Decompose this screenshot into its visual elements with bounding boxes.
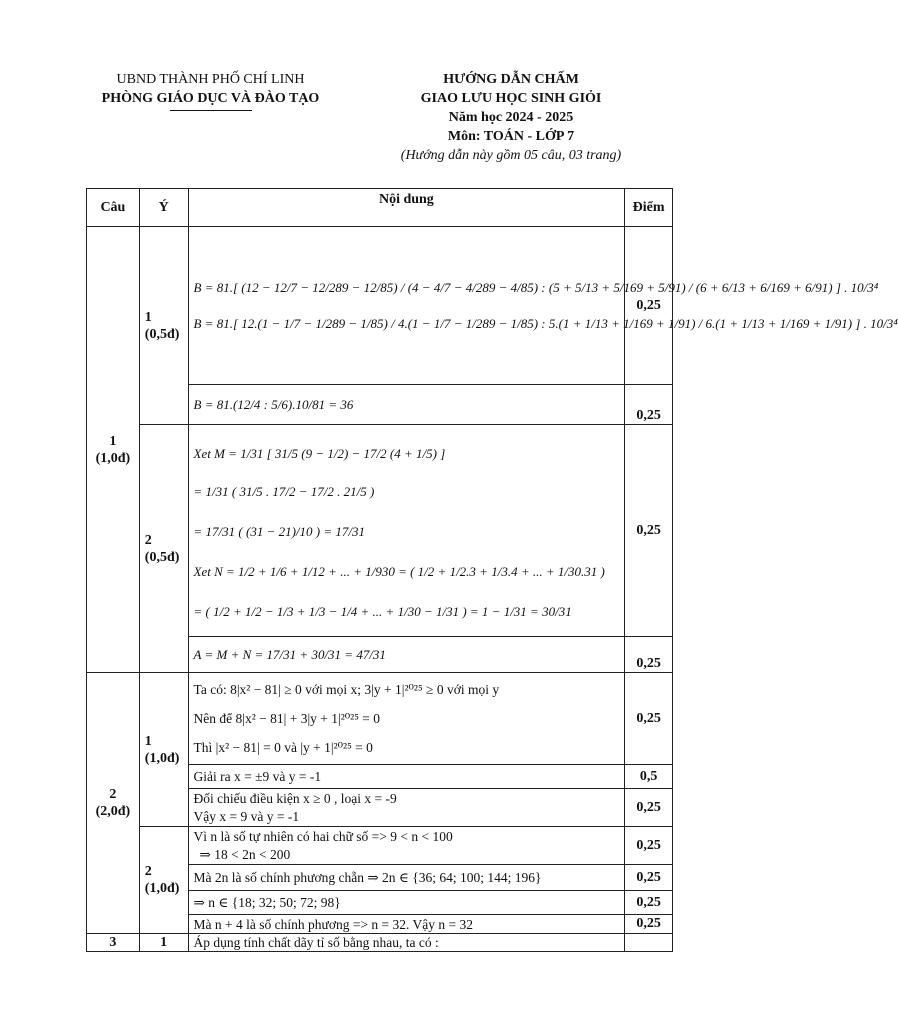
q1-part2-line1: Xet M = 1/31 [ 31/5 (9 − 1/2) − 17/2 (4 + 1/5) ] bbox=[193, 445, 446, 461]
q1-part2-line4: Xet N = 1/2 + 1/6 + 1/12 + ... + 1/930 = ( 1/2 + 1/2.3 + 1/3.4 + ... + 1/30.31 ) bbox=[193, 563, 605, 579]
q2-part2-squares bbox=[188, 865, 625, 891]
q3-part1-score bbox=[625, 934, 673, 952]
q2-part1-line5: Đối chiếu điều kiện x ≥ 0 , loại x = -9 bbox=[193, 790, 397, 806]
q2-part2-score2: 0,25 bbox=[625, 865, 673, 891]
doc-subtitle: GIAO LƯU HỌC SINH GIỎI bbox=[420, 91, 602, 106]
q3-part1-label: 1 bbox=[139, 934, 188, 952]
header-diem: Điểm bbox=[625, 189, 673, 227]
q2-part1-content bbox=[188, 673, 625, 765]
school-year: Năm học 2024 - 2025 bbox=[448, 110, 574, 125]
city-name: UBND THÀNH PHỐ CHÍ LINH bbox=[116, 72, 305, 87]
q2-part1-score2: 0,5 bbox=[625, 765, 673, 789]
q1-part1-result bbox=[188, 385, 625, 425]
header-cau: Câu bbox=[87, 189, 140, 227]
header-left bbox=[78, 70, 343, 111]
q2-part2-line5: Mà n + 4 là số chính phương => n = 32. Vậy n = 32 bbox=[193, 916, 474, 932]
q2-part2-range bbox=[188, 827, 625, 865]
table-row bbox=[87, 425, 673, 637]
q3-part1-line1: Áp dụng tính chất dãy tỉ số bằng nhau, ta có : bbox=[193, 934, 439, 950]
q1-part2-score1: 0,25 bbox=[625, 425, 673, 637]
q1-part2-content bbox=[188, 425, 625, 637]
q1-part1-line2: B = 81.[ 12.(1 − 1/7 − 1/289 − 1/85) / 4.(1 − 1/7 − 1/289 − 1/85) : 5.(1 + 1/13 + 1/169 + 1/91) / 6.(1 + 1/13 + 1/169 + 1/91) ] . 10/3⁴ bbox=[193, 315, 898, 331]
q1-part2-line3: = 17/31 ( (31 − 21)/10 ) = 17/31 bbox=[193, 523, 366, 539]
q3-part1-content bbox=[188, 934, 625, 952]
q1-part1-label: 1 (0,5đ) bbox=[139, 227, 188, 425]
header-right bbox=[380, 70, 642, 165]
table-header-row bbox=[87, 189, 673, 227]
subject: Môn: TOÁN - LỚP 7 bbox=[447, 129, 575, 144]
q1-part1-score2: 0,25 bbox=[625, 385, 673, 425]
q2-part2-line3: Mà 2n là số chính phương chẵn ⇒ 2n ∈ {36; 64; 100; 144; 196} bbox=[193, 869, 542, 885]
q1-part2-result bbox=[188, 637, 625, 673]
q3-label: 3 bbox=[87, 934, 140, 952]
q2-part1-line6: Vậy x = 9 và y = -1 bbox=[193, 808, 300, 824]
q2-part1-line3: Thì |x² − 81| = 0 và |y + 1|²⁰²⁵ = 0 bbox=[193, 739, 373, 755]
header-noi-dung: Nội dung bbox=[188, 189, 625, 227]
q1-part2-line2: = 1/31 ( 31/5 . 17/2 − 17/2 . 21/5 ) bbox=[193, 483, 375, 499]
q1-part2-label: 2 (0,5đ) bbox=[139, 425, 188, 673]
q2-part1-line4: Giải ra x = ±9 và y = -1 bbox=[193, 768, 322, 784]
q2-part1-check bbox=[188, 789, 625, 827]
department-name: PHÒNG GIÁO DỤC VÀ ĐÀO TẠO bbox=[101, 91, 320, 106]
q2-part1-solve bbox=[188, 765, 625, 789]
q1-part2-line6: A = M + N = 17/31 + 30/31 = 47/31 bbox=[193, 646, 386, 662]
q2-part1-label: 1 (1,0đ) bbox=[139, 673, 188, 827]
table-row bbox=[87, 673, 673, 765]
q2-part1-score1: 0,25 bbox=[625, 673, 673, 765]
q2-label: 2 (2,0đ) bbox=[87, 673, 140, 934]
q2-part1-score3: 0,25 bbox=[625, 789, 673, 827]
q2-part2-line1: Vì n là số tự nhiên có hai chữ số => 9 < n < 100 bbox=[193, 828, 453, 844]
q1-part2-line5: = ( 1/2 + 1/2 − 1/3 + 1/3 − 1/4 + ... + 1/30 − 1/31 ) = 1 − 1/31 = 30/31 bbox=[193, 603, 572, 619]
table-row bbox=[87, 934, 673, 952]
answer-key-table bbox=[86, 188, 898, 952]
header-y: Ý bbox=[139, 189, 188, 227]
q2-part2-line2: ⇒ 18 < 2n < 200 bbox=[199, 846, 291, 862]
q1-part1-score1: 0,25 bbox=[625, 227, 673, 385]
q2-part2-score3: 0,25 bbox=[625, 891, 673, 915]
q2-part1-line2: Nên để 8|x² − 81| + 3|y + 1|²⁰²⁵ = 0 bbox=[193, 710, 381, 726]
doc-title: HƯỚNG DẪN CHẤM bbox=[443, 72, 579, 87]
q1-label: 1 (1,0đ) bbox=[87, 227, 140, 673]
q2-part1-line1: Ta có: 8|x² − 81| ≥ 0 với mọi x; 3|y + 1|²⁰²⁵ ≥ 0 với mọi y bbox=[193, 681, 500, 697]
table-row bbox=[87, 827, 673, 865]
doc-note: (Hướng dẫn này gồm 05 câu, 03 trang) bbox=[400, 148, 622, 163]
q1-part1-line3: B = 81.(12/4 : 5/6).10/81 = 36 bbox=[193, 396, 354, 412]
q1-part2-score2: 0,25 bbox=[625, 637, 673, 673]
table-row bbox=[87, 227, 673, 385]
q2-part2-candidates bbox=[188, 891, 625, 915]
q2-part2-score4: 0,25 bbox=[625, 915, 673, 934]
q2-part2-line4: ⇒ n ∈ {18; 32; 50; 72; 98} bbox=[193, 894, 341, 910]
q2-part2-label: 2 (1,0đ) bbox=[139, 827, 188, 934]
q2-part2-answer bbox=[188, 915, 625, 934]
header-underline bbox=[170, 110, 252, 111]
q1-part1-line1: B = 81.[ (12 − 12/7 − 12/289 − 12/85) / (4 − 4/7 − 4/289 − 4/85) : (5 + 5/13 + 5/169 + 5/91) / (6 + 6/13 + 6/169 + 6/91) ] . 10/3⁴ bbox=[193, 279, 879, 295]
q2-part2-score1: 0,25 bbox=[625, 827, 673, 865]
